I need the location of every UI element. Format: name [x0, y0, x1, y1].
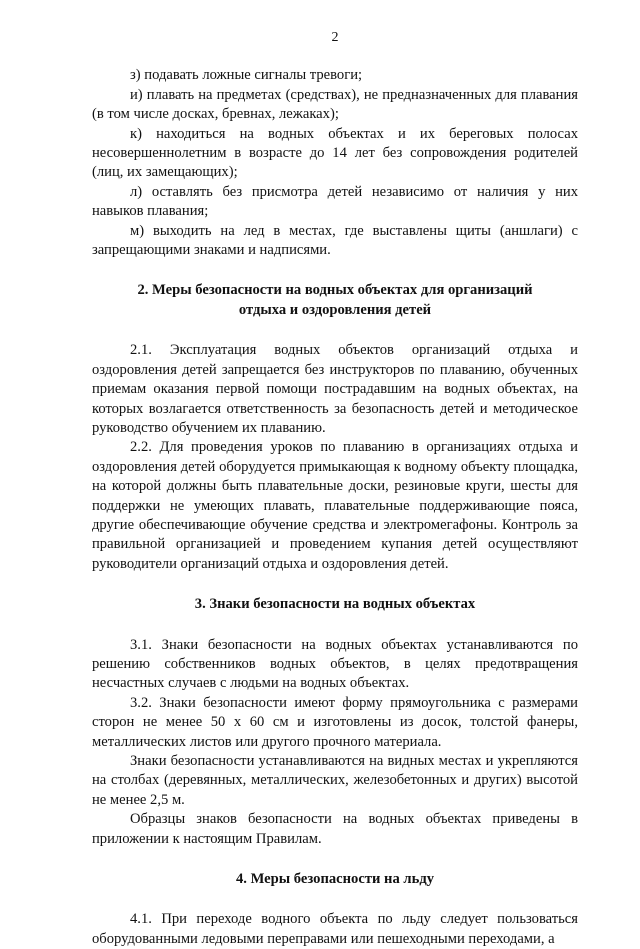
section-heading-line: отдыха и оздоровления детей [238, 301, 432, 318]
paragraph: 2.1. Эксплуатация водных объектов организаций отдыха и оздоровления детей запрещается без инструкторов по плаванию, обученных приемам оказания первой помощи пострадавшим на водных объектах, на которых возлагается ответственность за безопасность детей и методическое руководство обучением их плаванию. [92, 342, 578, 436]
section-heading: 4. Меры безопасности на льду [236, 871, 434, 888]
paragraph: 3.1. Знаки безопасности на водных объектах устанавливаются по решению собственников водных объектов, в целях предотвращения несчастных случаев с людьми на водных объектах. [92, 636, 578, 692]
document-page [92, 28, 578, 949]
prohibition-list [92, 66, 578, 260]
section-heading [92, 281, 578, 320]
paragraph: 3.2. Знаки безопасности имеют форму прямоугольника с размерами сторон не менее 50 x 60 см и изготовлены из досок, толстой фанеры, металлических листов или другого прочного материала. [92, 694, 578, 750]
list-item: м) выходить на лед в местах, где выставлены щиты (аншлаги) с запрещающими знаками и надписями. [92, 222, 578, 259]
page-number: 2 [331, 30, 339, 45]
section-2 [92, 281, 578, 574]
paragraph: Образцы знаков безопасности на водных объектах приведены в приложении к настоящим Правилам. [92, 811, 578, 847]
section-3 [92, 595, 578, 849]
section-heading-line: 2. Меры безопасности на водных объектах для организаций [137, 282, 533, 299]
list-item: л) оставлять без присмотра детей независимо от наличия у них навыков плавания; [92, 183, 578, 220]
list-item: и) плавать на предметах (средствах), не предназначенных для плавания (в том числе досках, бревнах, лежаках); [92, 86, 578, 123]
paragraph: 2.2. Для проведения уроков по плаванию в организациях отдыха и оздоровления детей оборудуется примыкающая к водному объекту площадка, на которой должны быть плавательные доски, резиновые круги, шесты для поддержки не умеющих плавать, плавательные поддерживающие пояса, другие обеспечивающие обучение средства и электромегафоны. Контроль за правильной организацией и проведением купания детей осуществляют руководители организаций отдыха и оздоровления детей. [92, 439, 578, 572]
list-item: к) находиться на водных объектах и их береговых полосах несовершеннолетним в возрасте до 14 лет без сопровождения родителей (лиц, их замещающих); [92, 125, 578, 181]
section-heading: 3. Знаки безопасности на водных объектах [194, 596, 476, 613]
list-item: з) подавать ложные сигналы тревоги; [130, 67, 363, 84]
paragraph: Знаки безопасности устанавливаются на видных местах и укрепляются на столбах (деревянных, металлических, железобетонных и других) высотой не менее 2,5 м. [92, 753, 578, 808]
section-4 [92, 870, 578, 949]
paragraph: 4.1. При переходе водного объекта по льду следует пользоваться оборудованными ледовыми переправами или пешеходными переходами, а [92, 911, 578, 947]
